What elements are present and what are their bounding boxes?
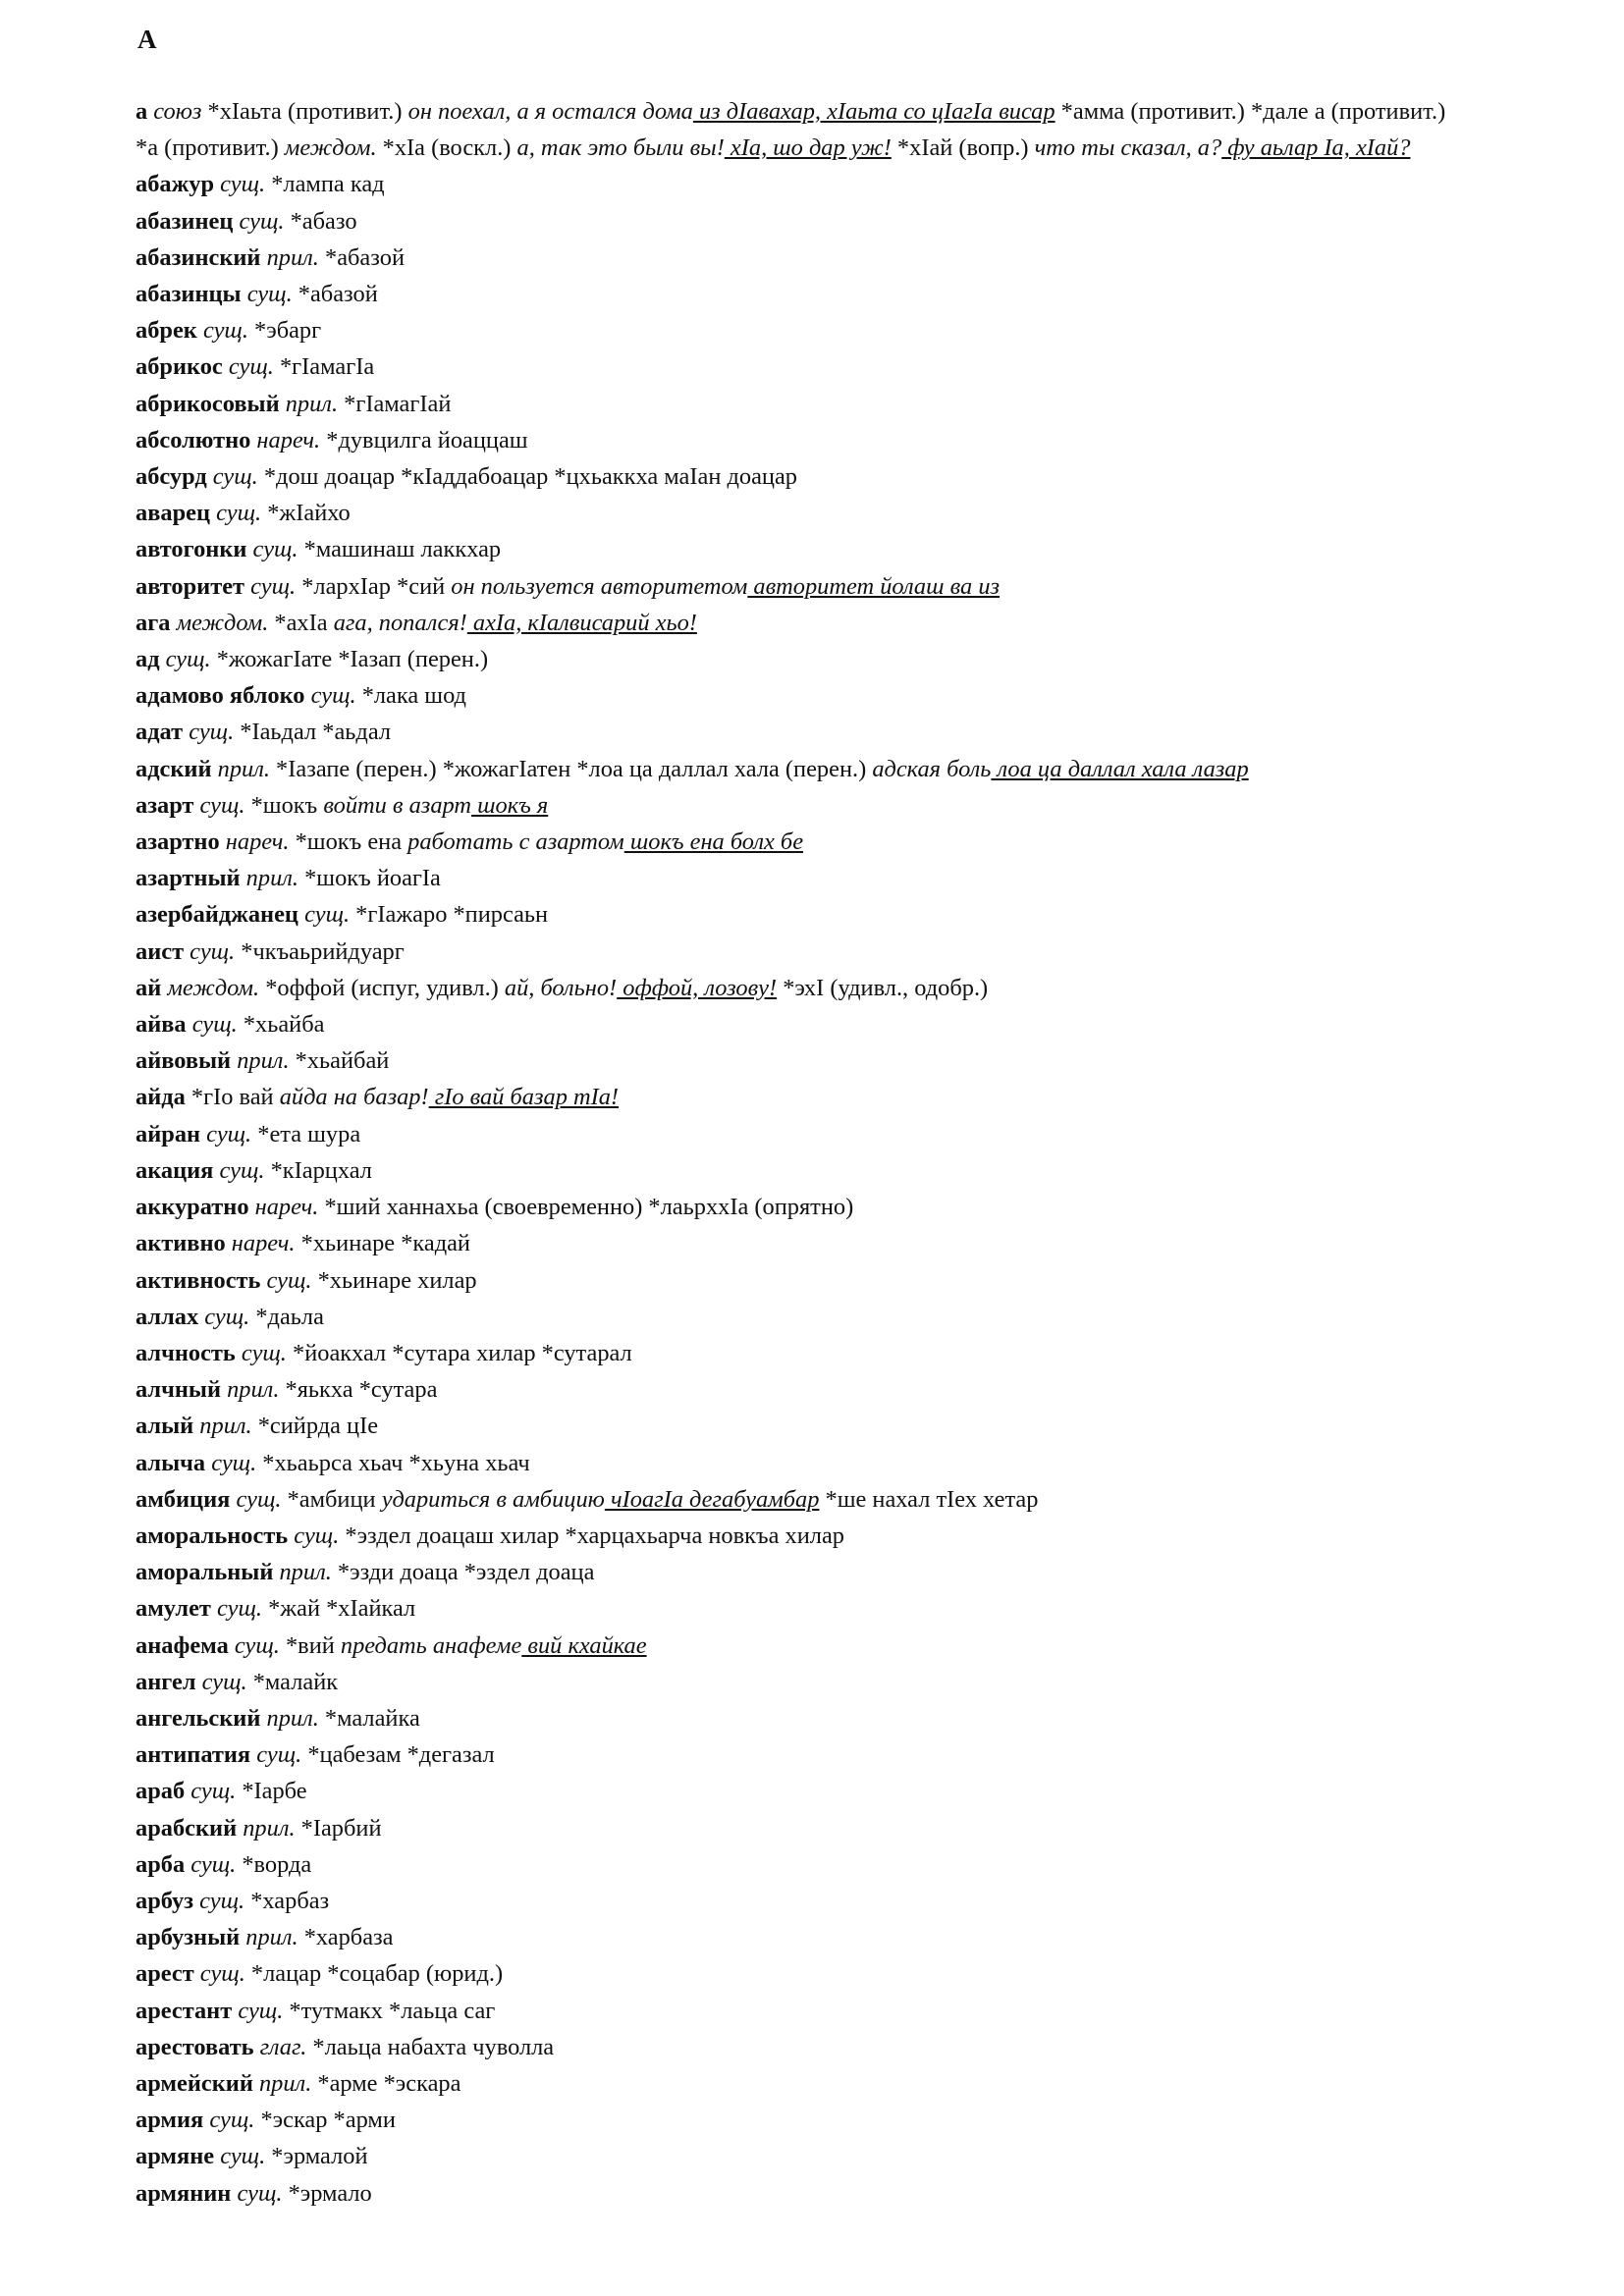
part-of-speech: сущ.: [185, 1778, 237, 1805]
translation: *оффой (испуг, удивл.): [259, 974, 505, 1001]
example: междом.: [284, 134, 377, 162]
part-of-speech: сущ.: [231, 2179, 283, 2207]
part-of-speech: сущ.: [304, 682, 356, 710]
example: айда на базар!: [279, 1084, 429, 1111]
translation: *абазо: [284, 207, 357, 235]
headword: активно: [135, 1230, 226, 1257]
part-of-speech: сущ.: [193, 1887, 245, 1914]
dictionary-entry: [135, 1006, 1510, 1042]
dictionary-entry: [135, 1810, 1510, 1846]
headword: анафема: [135, 1631, 229, 1659]
example: работать с азартом: [407, 828, 624, 856]
dictionary-entry: [135, 1481, 1510, 1518]
part-of-speech: нареч.: [248, 1194, 319, 1221]
translation: *вий: [279, 1631, 341, 1659]
example: войти в азарт: [323, 791, 472, 819]
part-of-speech: сущ.: [288, 1522, 340, 1549]
part-of-speech: сущ.: [228, 1631, 280, 1659]
example: адская боль: [872, 755, 992, 782]
part-of-speech: глаг.: [253, 2033, 307, 2060]
part-of-speech: сущ.: [213, 1156, 265, 1184]
translation: *хьинаре хилар: [311, 1266, 477, 1294]
dictionary-entry: [135, 495, 1510, 531]
headword: арбузный: [135, 1924, 241, 1951]
part-of-speech: сущ.: [159, 646, 211, 673]
translation: *хIаьта (противит.): [201, 98, 408, 125]
translation: *хьайбай: [289, 1047, 390, 1075]
translation: *лака шод: [355, 682, 466, 710]
part-of-speech: сущ.: [235, 1339, 287, 1366]
example-translation: вий кхайкае: [521, 1631, 647, 1659]
translation: *цабезам *дегазал: [301, 1741, 495, 1769]
dictionary-entry: [135, 1736, 1510, 1773]
dictionary-entry: [135, 787, 1510, 824]
headword: азербайджанец: [135, 901, 298, 929]
dictionary-entry: [135, 203, 1510, 240]
example-translation: из дIавахар, хIаьта со цIагIа висар: [692, 98, 1056, 125]
part-of-speech: сущ.: [196, 317, 248, 345]
translation: *шокъ: [244, 791, 324, 819]
headword: абажур: [135, 171, 215, 198]
translation: *харбаз: [244, 1887, 330, 1914]
dictionary-entry: [135, 1993, 1510, 2029]
headword: аморальность: [135, 1522, 289, 1549]
translation: *ший ханнахьа (своевременно) *лаьрххIа (опрятно): [318, 1194, 854, 1221]
example: ай, больно!: [504, 974, 618, 1001]
dictionary-entry: [135, 531, 1510, 567]
translation: *шокъ ена: [289, 828, 408, 856]
translation: *амма (противит.) *дале а (противит.) *а (противит.): [135, 98, 1446, 162]
example-translation: фу аьлар Iа, хIай?: [1221, 134, 1411, 162]
translation: *гIамагIай: [338, 390, 452, 417]
translation: *шокъ йоагIа: [298, 865, 441, 892]
part-of-speech: прил.: [221, 1376, 280, 1404]
headword: арба: [135, 1850, 186, 1878]
dictionary-entry: [135, 1590, 1510, 1627]
dictionary-entry: [135, 422, 1510, 458]
example-translation: ахIа, кIалвисарий хьо!: [466, 609, 697, 636]
part-of-speech: прил.: [260, 243, 319, 271]
part-of-speech: прил.: [231, 1047, 290, 1075]
example-translation: гIо вай базар тIа!: [428, 1084, 620, 1111]
headword: алыча: [135, 1449, 206, 1476]
headword: абрек: [135, 317, 197, 345]
headword: амулет: [135, 1595, 211, 1623]
translation: *Iазапе (перен.) *жожагIатен *лоа ца даллал хала (перен.): [269, 755, 873, 782]
dictionary-entry: [135, 1700, 1510, 1736]
part-of-speech: сущ.: [183, 719, 235, 746]
headword: ангел: [135, 1668, 196, 1695]
headword: алчность: [135, 1339, 236, 1366]
dictionary-entry: [135, 276, 1510, 312]
headword: абсурд: [135, 463, 207, 491]
part-of-speech: сущ.: [246, 536, 298, 563]
translation: *эрмало: [282, 2179, 372, 2207]
part-of-speech: сущ.: [210, 500, 262, 527]
headword: алый: [135, 1413, 194, 1440]
part-of-speech: сущ.: [210, 1595, 262, 1623]
headword: а: [135, 98, 148, 125]
dictionary-entry: [135, 2102, 1510, 2138]
headword: амбиция: [135, 1485, 231, 1513]
translation: *жожагIате *Iазап (перен.): [210, 646, 489, 673]
translation: *эбарг: [247, 317, 322, 345]
example: удариться в амбицию: [381, 1485, 605, 1513]
headword: аист: [135, 937, 185, 965]
translation: *эрмалой: [265, 2143, 368, 2170]
translation: *лампа кад: [265, 171, 385, 198]
headword: алчный: [135, 1376, 221, 1404]
dictionary-entry: [135, 1628, 1510, 1664]
translation: *хIай (вопр.): [891, 134, 1035, 162]
translation: *хьаьрса хьач *хьуна хьач: [256, 1449, 530, 1476]
part-of-speech: прил.: [237, 1814, 296, 1842]
translation: *абазой: [292, 281, 378, 308]
headword: абазинец: [135, 207, 234, 235]
example: а, так это были вы!: [516, 134, 725, 162]
translation: *тутмакх *лаьца саг: [283, 1997, 496, 2024]
part-of-speech: прил.: [260, 1704, 319, 1732]
dictionary-entry: [135, 896, 1510, 933]
translation: *гIо вай: [185, 1084, 280, 1111]
translation: *хьинаре *кадай: [295, 1230, 470, 1257]
translation: *хьайба: [237, 1011, 325, 1039]
part-of-speech: сущ.: [241, 281, 293, 308]
headword: активность: [135, 1266, 261, 1294]
part-of-speech: нареч.: [225, 1230, 296, 1257]
headword: адский: [135, 755, 212, 782]
translation: *эскар *арми: [254, 2107, 396, 2134]
example-translation: хIа, шо дар уж!: [724, 134, 892, 162]
translation: *дувцилга йоаццаш: [320, 426, 528, 454]
translation: *арме *эскара: [311, 2069, 461, 2097]
part-of-speech: сущ.: [222, 353, 274, 381]
part-of-speech: сущ.: [230, 1485, 282, 1513]
dictionary-entry: [135, 2029, 1510, 2065]
dictionary-page: [135, 22, 1510, 2212]
translation: *яькха *сутара: [279, 1376, 438, 1404]
part-of-speech: прил.: [279, 390, 339, 417]
part-of-speech: сущ.: [244, 572, 297, 600]
translation: *хIа (воскл.): [376, 134, 517, 162]
dictionary-entry: [135, 1554, 1510, 1590]
dictionary-entry: [135, 1225, 1510, 1261]
dictionary-entry: [135, 312, 1510, 348]
translation: *гIамагIа: [273, 353, 375, 381]
translation: *ворда: [236, 1850, 312, 1878]
dictionary-entry: [135, 824, 1510, 860]
dictionary-entry: [135, 2138, 1510, 2174]
dictionary-entry: [135, 1042, 1510, 1079]
dictionary-entry: [135, 1955, 1510, 1992]
dictionary-entry: [135, 1079, 1510, 1115]
example: он поехал, а я остался дома: [407, 98, 693, 125]
dictionary-entry: [135, 1371, 1510, 1408]
headword: ад: [135, 646, 160, 673]
headword: араб: [135, 1778, 186, 1805]
dictionary-entry: [135, 970, 1510, 1006]
part-of-speech: междом.: [170, 609, 269, 636]
part-of-speech: сущ.: [250, 1741, 302, 1769]
translation: *малайка: [318, 1704, 420, 1732]
headword: абазинский: [135, 243, 261, 271]
dictionary-entry: [135, 1445, 1510, 1481]
dictionary-entry: [135, 1664, 1510, 1700]
part-of-speech: сущ.: [200, 1120, 252, 1148]
dictionary-entry: [135, 751, 1510, 787]
dictionary-entry: [135, 2065, 1510, 2102]
dictionary-entry: [135, 1262, 1510, 1299]
dictionary-entry: [135, 641, 1510, 677]
headword: армяне: [135, 2143, 215, 2170]
translation: *харбаза: [298, 1924, 394, 1951]
part-of-speech: сущ.: [198, 1303, 250, 1330]
translation: *ше нахал тIех хетар: [819, 1485, 1039, 1513]
headword: арестовать: [135, 2033, 254, 2060]
translation: *машинаш лаккхар: [298, 536, 502, 563]
headword: ангельский: [135, 1704, 261, 1732]
dictionary-entry: [135, 605, 1510, 641]
translation: *сийрда цIе: [251, 1413, 379, 1440]
dictionary-entry: [135, 1299, 1510, 1335]
part-of-speech: сущ.: [203, 2107, 255, 2134]
example: предать анафеме: [340, 1631, 522, 1659]
example: он пользуется авторитетом: [451, 572, 748, 600]
dictionary-entry: [135, 1189, 1510, 1225]
headword: авторитет: [135, 572, 245, 600]
example-translation: лоа ца даллал хала лазар: [991, 755, 1249, 782]
headword: айвовый: [135, 1047, 232, 1075]
part-of-speech: прил.: [273, 1559, 332, 1586]
translation: *Iарбий: [295, 1814, 382, 1842]
part-of-speech: сущ.: [195, 1668, 247, 1695]
part-of-speech: сущ.: [260, 1266, 312, 1294]
dictionary-entry: [135, 1883, 1510, 1919]
part-of-speech: сущ.: [186, 1011, 238, 1039]
headword: абрикосовый: [135, 390, 280, 417]
part-of-speech: прил.: [240, 865, 298, 892]
translation: *лацар *соцабар (юрид.): [244, 1960, 504, 1988]
headword: айда: [135, 1084, 186, 1111]
dictionary-entry: [135, 1152, 1510, 1189]
headword: арабский: [135, 1814, 238, 1842]
dictionary-entry: [135, 348, 1510, 385]
translation: *эхI (удивл., одобр.): [777, 974, 989, 1001]
headword: азартно: [135, 828, 220, 856]
part-of-speech: сущ.: [298, 901, 351, 929]
dictionary-entry: [135, 166, 1510, 202]
example-translation: авторитет йолаш ва из: [747, 572, 1001, 600]
headword: абазинцы: [135, 281, 242, 308]
dictionary-entry: [135, 386, 1510, 422]
part-of-speech: прил.: [252, 2069, 312, 2097]
headword: айран: [135, 1120, 201, 1148]
translation: *чкъаьрийдуарг: [235, 937, 405, 965]
headword: арест: [135, 1960, 194, 1988]
headword: адат: [135, 719, 184, 746]
translation: *лархIар *сий: [296, 572, 452, 600]
dictionary-entry: [135, 860, 1510, 896]
translation: *гIажаро *пирсаьн: [350, 901, 549, 929]
dictionary-entry: [135, 458, 1510, 495]
dictionary-entry: [135, 1518, 1510, 1554]
translation: *Iаьдал *аьдал: [234, 719, 392, 746]
dictionary-entry: [135, 1335, 1510, 1371]
part-of-speech: сущ.: [193, 1960, 245, 1988]
translation: *жай *хIайкал: [261, 1595, 416, 1623]
headword: антипатия: [135, 1741, 251, 1769]
dictionary-entry: [135, 1773, 1510, 1809]
headword: автогонки: [135, 536, 247, 563]
dictionary-entry: [135, 240, 1510, 276]
dictionary-entry: [135, 93, 1471, 166]
dictionary-entry: [135, 1846, 1510, 1883]
translation: *кIарцхал: [264, 1156, 372, 1184]
headword: арестант: [135, 1997, 233, 2024]
headword: аморальный: [135, 1559, 274, 1586]
translation: *Iарбе: [236, 1778, 307, 1805]
part-of-speech: междом.: [161, 974, 260, 1001]
dictionary-entry: [135, 1116, 1510, 1152]
example-translation: шокъ я: [471, 791, 549, 819]
headword: адамово яблоко: [135, 682, 305, 710]
section-letter: А: [137, 25, 157, 54]
entry-list: [135, 93, 1510, 2212]
dictionary-entry: [135, 2175, 1510, 2212]
part-of-speech: сущ.: [232, 1997, 284, 2024]
headword: аварец: [135, 500, 211, 527]
part-of-speech: сущ.: [214, 171, 266, 198]
headword: акация: [135, 1156, 214, 1184]
translation: *эзди доаца *эздел доаца: [331, 1559, 595, 1586]
translation: *абазой: [318, 243, 406, 271]
headword: арбуз: [135, 1887, 194, 1914]
part-of-speech: прил.: [211, 755, 270, 782]
part-of-speech: сущ.: [184, 937, 236, 965]
dictionary-entry: [135, 934, 1510, 970]
part-of-speech: прил.: [193, 1413, 252, 1440]
example: что ты сказал, а?: [1034, 134, 1222, 162]
dictionary-entry: [135, 1408, 1510, 1444]
headword: аккуратно: [135, 1194, 249, 1221]
translation: *ахIа: [268, 609, 334, 636]
part-of-speech: сущ.: [193, 791, 245, 819]
part-of-speech: сущ.: [214, 2143, 266, 2170]
headword: армянин: [135, 2179, 232, 2207]
translation: *даьла: [249, 1303, 324, 1330]
part-of-speech: сущ.: [205, 1449, 257, 1476]
part-of-speech: прил.: [240, 1924, 298, 1951]
part-of-speech: нареч.: [219, 828, 290, 856]
headword: абрикос: [135, 353, 223, 381]
headword: айва: [135, 1011, 187, 1039]
part-of-speech: сущ.: [185, 1850, 237, 1878]
translation: *амбици: [281, 1485, 382, 1513]
example-translation: оффой, лозову!: [617, 974, 778, 1001]
headword: абсолютно: [135, 426, 251, 454]
headword: армия: [135, 2107, 204, 2134]
translation: *эздел доацаш хилар *харцахьарча новкъа хилар: [339, 1522, 844, 1549]
headword: ага: [135, 609, 171, 636]
dictionary-entry: [135, 1919, 1510, 1955]
translation: *ета шура: [251, 1120, 361, 1148]
translation: *малайк: [246, 1668, 339, 1695]
translation: *йоакхал *сутара хилар *сутарал: [286, 1339, 632, 1366]
headword: азарт: [135, 791, 194, 819]
dictionary-entry: [135, 677, 1510, 714]
part-of-speech: союз: [147, 98, 202, 125]
dictionary-entry: [135, 568, 1510, 605]
example-translation: чIоагIа дегабуамбар: [604, 1485, 820, 1513]
example: ага, попался!: [333, 609, 467, 636]
headword: ай: [135, 974, 162, 1001]
translation: *жIайхо: [261, 500, 351, 527]
example-translation: шокъ ена болх бе: [623, 828, 804, 856]
headword: армейский: [135, 2069, 253, 2097]
part-of-speech: сущ.: [206, 463, 258, 491]
translation: *лаьца набахта чуволла: [306, 2033, 555, 2060]
dictionary-entry: [135, 714, 1510, 750]
headword: аллах: [135, 1303, 199, 1330]
part-of-speech: нареч.: [250, 426, 321, 454]
translation: *дош доацар *кIаддабоацар *цхьаккха маIан доацар: [257, 463, 797, 491]
headword: азартный: [135, 865, 241, 892]
part-of-speech: сущ.: [233, 207, 285, 235]
